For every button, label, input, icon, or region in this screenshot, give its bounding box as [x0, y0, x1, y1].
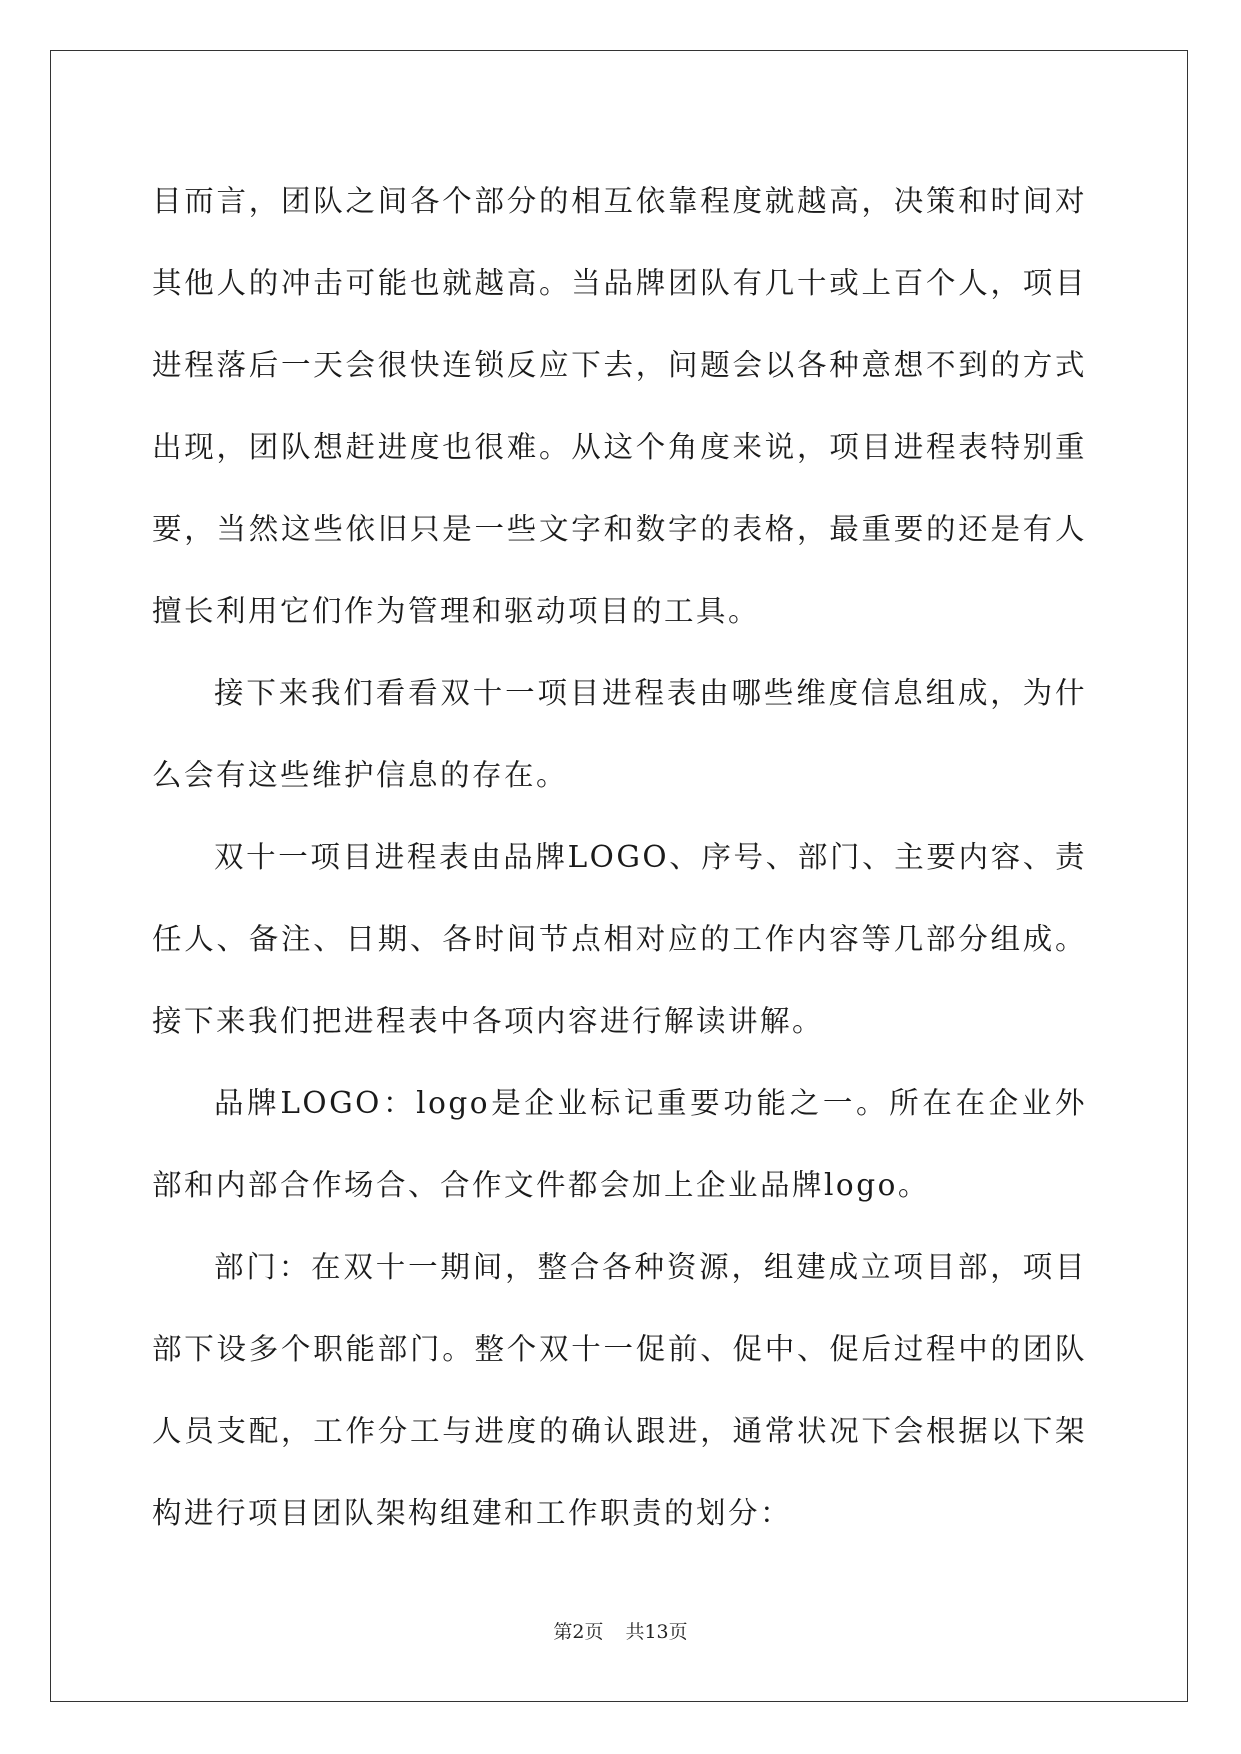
paragraph-dimensions-intro: 接下来我们看看双十一项目进程表由哪些维度信息组成，为什么会有这些维护信息的存在。: [152, 676, 1087, 792]
paragraph-continuation: 目而言，团队之间各个部分的相互依靠程度就越高，决策和时间对其他人的冲击可能也就越高。当品牌团队有几十或上百个人，项目进程落后一天会很快连锁反应下去，问题会以各种意想不到的方式出现，团队想赶进度也很难。从这个角度来说，项目进程表特别重要，当然这些依旧只是一些文字和数字的表格，最重要的还是有人擅长利用它们作为管理和驱动项目的工具。: [152, 184, 1087, 628]
page-total: 共13页: [625, 1621, 688, 1643]
paragraph-brand-logo: 品牌LOGO：logo是企业标记重要功能之一。所在在企业外部和内部合作场合、合作文件都会加上企业品牌logo。: [152, 1086, 1087, 1202]
paragraph-department: 部门：在双十一期间，整合各种资源，组建成立项目部，项目部下设多个职能部门。整个双十一促前、促中、促后过程中的团队人员支配，工作分工与进度的确认跟进，通常状况下会根据以下架构进行项目团队架构组建和工作职责的划分：: [152, 1250, 1087, 1530]
page-number: 第2页: [553, 1621, 604, 1643]
page-footer: [0, 1617, 1241, 1644]
document-body: [152, 160, 1087, 1554]
paragraph-table-composition: 双十一项目进程表由品牌LOGO、序号、部门、主要内容、责任人、备注、日期、各时间节点相对应的工作内容等几部分组成。接下来我们把进程表中各项内容进行解读讲解。: [152, 840, 1087, 1038]
